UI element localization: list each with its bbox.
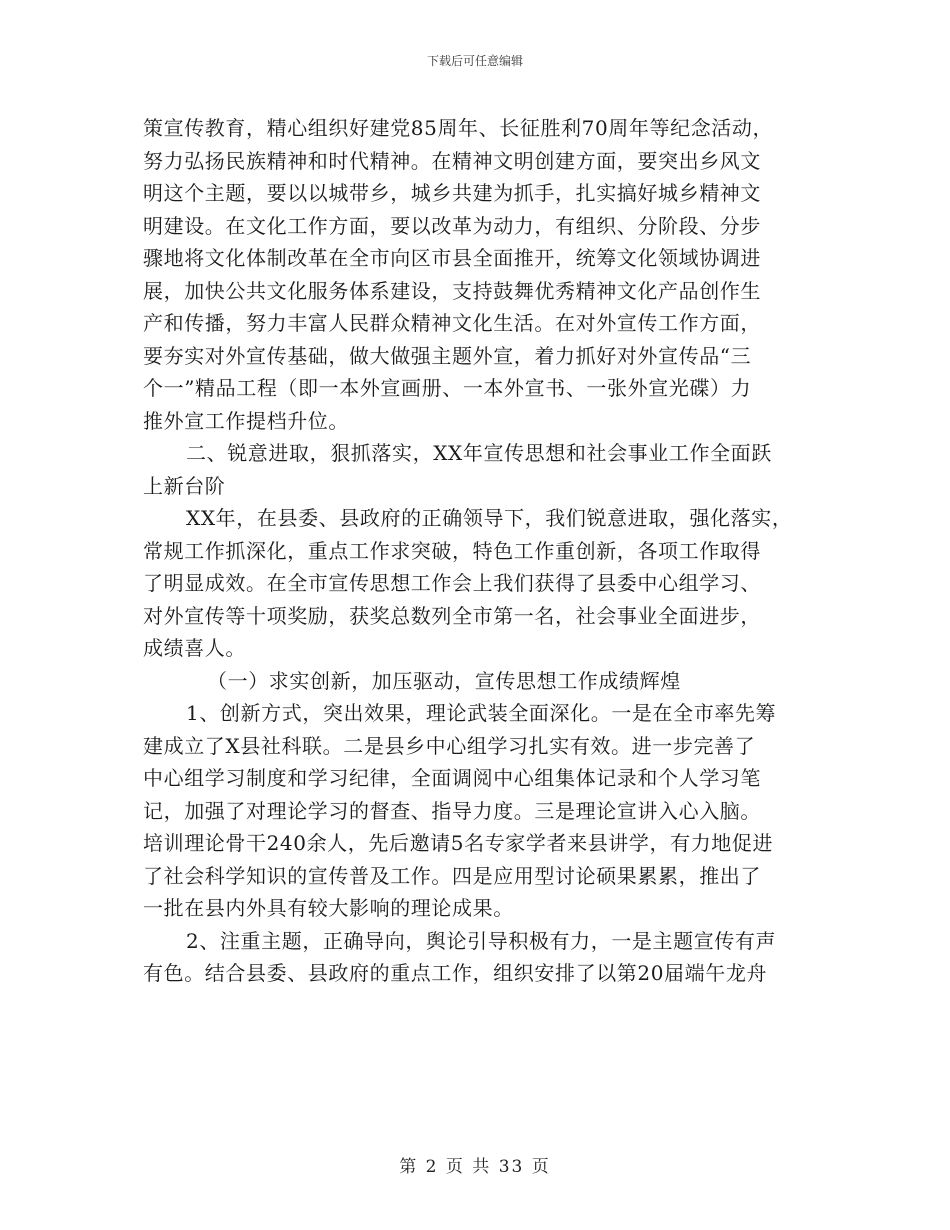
- text-line: 展，加快公共文化服务体系建设，支持鼓舞优秀精神文化产品创作生: [143, 278, 761, 303]
- text-line: 2、注重主题，正确导向，舆论引导积极有力，一是主题宣传有声: [186, 928, 777, 953]
- text-line: 建成立了X县社科联。二是县乡中心组学习扎实有效。进一步完善了: [143, 733, 756, 758]
- text-line: 要夯实对外宣传基础，做大做强主题外宣，着力抓好对外宣传品“三: [143, 343, 752, 368]
- page-footer: 第 2 页 共 33 页: [399, 1157, 551, 1177]
- text-line: 努力弘扬民族精神和时代精神。在精神文明创建方面，要突出乡风文: [143, 148, 761, 173]
- text-line: 常规工作抓深化，重点工作求突破，特色工作重创新，各项工作取得: [143, 538, 761, 563]
- text-line: 明建设。在文化工作方面，要以改革为动力，有组织、分阶段、分步: [143, 213, 761, 238]
- subsection-heading: （一）求实创新，加压驱动，宣传思想工作成绩辉煌: [207, 668, 681, 693]
- text-line: 记，加强了对理论学习的督查、指导力度。三是理论宣讲入心入脑。: [143, 798, 761, 823]
- text-line: 中心组学习制度和学习纪律，全面调阅中心组集体记录和个人学习笔: [143, 766, 761, 790]
- text-line: 培训理论骨干240余人，先后邀请5名专家学者来县讲学，有力地促进: [143, 831, 774, 855]
- text-line: 推外宣工作提档升位。: [143, 408, 349, 433]
- text-line: 策宣传教育，精心组织好建党85周年、长征胜利70周年等纪念活动，: [143, 116, 774, 140]
- text-line: XX年，在县委、县政府的正确领导下，我们锐意进取，强化落实，: [186, 506, 793, 530]
- section-heading: 二、锐意进取，狠抓落实，XX年宣传思想和社会事业工作全面跃: [186, 441, 772, 465]
- text-line: 有色。结合县委、县政府的重点工作，组织安排了以第20届端午龙舟: [143, 961, 768, 985]
- text-line: 1、创新方式，突出效果，理论武装全面深化。一是在全市率先筹: [186, 701, 777, 725]
- text-line: 个一”精品工程（即一本外宣画册、一本外宣书、一张外宣光碟）力: [143, 376, 752, 400]
- text-line: 产和传播，努力丰富人民群众精神文化生活。在对外宣传工作方面，: [143, 311, 761, 335]
- document-body: [143, 112, 808, 990]
- text-line: 了明显成效。在全市宣传思想工作会上我们获得了县委中心组学习、: [143, 571, 761, 595]
- text-line: 一批在县内外具有较大影响的理论成果。: [143, 896, 514, 920]
- text-line: 对外宣传等十项奖励，获奖总数列全市第一名，社会事业全面进步，: [143, 603, 761, 628]
- text-line: 骤地将文化体制改革在全市向区市县全面推开，统筹文化领域协调进: [143, 246, 761, 270]
- text-line: 明这个主题，要以以城带乡，城乡共建为抓手，扎实搞好城乡精神文: [143, 181, 761, 205]
- text-line: 了社会科学知识的宣传普及工作。四是应用型讨论硕果累累，推出了: [143, 863, 761, 888]
- page-header: 下载后可任意编辑: [426, 54, 523, 68]
- text-line: 成绩喜人。: [143, 636, 246, 660]
- section-heading-continued: 上新台阶: [143, 473, 226, 498]
